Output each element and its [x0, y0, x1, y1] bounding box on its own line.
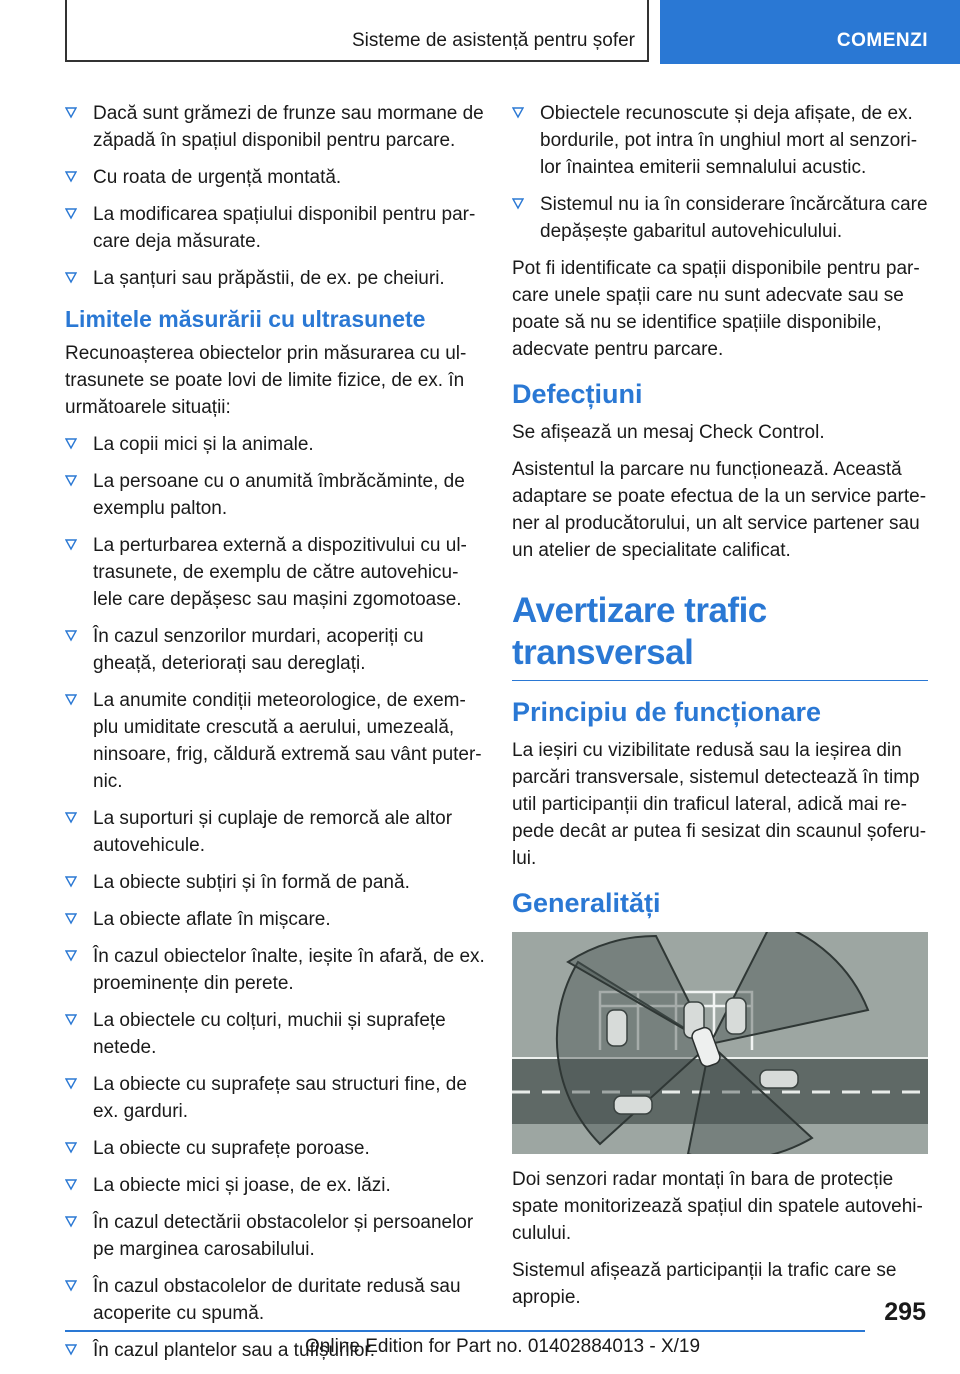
- list-item: [65, 1172, 485, 1199]
- list-item: [65, 1209, 485, 1263]
- bullet-text: La persoane cu o anumită îmbrăcăminte, de exemplu palton.: [93, 471, 465, 519]
- list-item: [512, 191, 928, 245]
- left-column: [65, 100, 485, 1374]
- list-item: [65, 687, 485, 795]
- triangle-bullet-icon: [65, 434, 79, 454]
- triangle-bullet-icon: [65, 167, 79, 187]
- triangle-bullet-icon: [65, 268, 79, 288]
- header-section-title: Sisteme de asistență pentru șofer: [351, 30, 635, 51]
- page-number: 295: [884, 1298, 926, 1326]
- cross-traffic-illustration: [512, 932, 928, 1154]
- bullet-text: La șanțuri sau prăpăstii, de ex. pe cheiuri.: [93, 268, 445, 289]
- triangle-bullet-icon: [512, 194, 526, 214]
- list-item: [65, 164, 485, 191]
- triangle-bullet-icon: [65, 1010, 79, 1030]
- triangle-bullet-icon: [65, 1340, 79, 1360]
- list-item: [65, 431, 485, 458]
- heading-defects: Defecțiuni: [512, 379, 643, 409]
- bullet-text: În cazul plantelor sau a tufișurilor.: [93, 1340, 375, 1361]
- bullet-text: Cu roata de urgență montată.: [93, 167, 342, 188]
- triangle-bullet-icon: [65, 626, 79, 646]
- triangle-bullet-icon: [65, 808, 79, 828]
- footer-divider: [65, 1330, 865, 1332]
- bullet-text: La perturbarea externă a dispozitivului cu ul‐trasunete, de exemplu de către autovehicu‐lele care depășesc sau mașini zgomotoase.: [93, 535, 467, 610]
- triangle-bullet-icon: [65, 690, 79, 710]
- list-item: [512, 100, 928, 181]
- bullet-text: La obiectele cu colțuri, muchii și suprafețe netede.: [93, 1010, 446, 1058]
- list-item: [65, 943, 485, 997]
- bullet-text: În cazul detectării obstacolelor și persoanelor pe marginea carosabilului.: [93, 1212, 474, 1260]
- bullet-text: La obiecte mici și joase, de ex. lăzi.: [93, 1175, 391, 1196]
- bullet-text: La obiecte cu suprafețe poroase.: [93, 1138, 370, 1159]
- list-item: [65, 265, 485, 292]
- heading-ultrasound-limits: Limitele măsurării cu ultrasunete: [65, 306, 426, 332]
- list-item: [65, 906, 485, 933]
- triangle-bullet-icon: [65, 204, 79, 224]
- triangle-bullet-icon: [65, 1212, 79, 1232]
- defects-paragraph-2: Asistentul la parcare nu funcționează. Această adaptare se poate efectua de la un service parte‐ner al producătorului, un alt service partener sau un atelier de specialitate calificat.: [512, 459, 927, 561]
- bullet-text: La modificarea spațiului disponibil pentru par‐care deja măsurate.: [93, 204, 476, 252]
- bullet-text: La obiecte aflate în mișcare.: [93, 909, 331, 930]
- left-top-bullet-list: [65, 100, 485, 292]
- bullet-text: Sistemul nu ia în considerare încărcătura care depășește gabaritul autovehiculului.: [540, 194, 928, 242]
- ultrasound-bullet-list: [65, 431, 485, 1364]
- list-item: [65, 1273, 485, 1327]
- header-section-box: [65, 0, 649, 62]
- list-item: [65, 869, 485, 896]
- general-paragraph-2: Sistemul afișează participanții la trafic care se apropie.: [512, 1260, 897, 1308]
- bullet-text: La copii mici și la animale.: [93, 434, 314, 455]
- bullet-text: În cazul senzorilor murdari, acoperiți cu gheață, deteriorați sau dereglați.: [93, 626, 424, 674]
- general-paragraph-1: Doi senzori radar montați în bara de protecție spate monitorizează spațiul din spatele autovehi‐culului.: [512, 1169, 923, 1244]
- triangle-bullet-icon: [65, 471, 79, 491]
- triangle-bullet-icon: [65, 909, 79, 929]
- right-column: [512, 100, 928, 1321]
- triangle-bullet-icon: [65, 103, 79, 123]
- list-item: [65, 532, 485, 613]
- right-bullet-list: [512, 100, 928, 245]
- list-item: [65, 805, 485, 859]
- triangle-bullet-icon: [65, 946, 79, 966]
- list-item: [65, 623, 485, 677]
- heading-principle: Principiu de funcționare: [512, 697, 822, 727]
- parking-space-paragraph: Pot fi identificate ca spații disponibile pentru par‐care unele spații care nu sunt adecvate sau se poate să nu se identifice spațiile disponibile, adecvate pentru parcare.: [512, 258, 920, 360]
- header-tab-label: COMENZI: [836, 30, 928, 51]
- bullet-text: În cazul obiectelor înalte, ieșite în afară, de ex. proeminențe din perete.: [93, 946, 485, 994]
- triangle-bullet-icon: [65, 872, 79, 892]
- triangle-bullet-icon: [65, 535, 79, 555]
- bullet-text: La obiecte subțiri și în formă de pană.: [93, 872, 410, 893]
- bullet-text: La suporturi și cuplaje de remorcă ale altor autovehicule.: [93, 808, 453, 856]
- chapter-title: Avertizare trafic transversal: [512, 590, 928, 681]
- principle-paragraph: La ieșiri cu vizibilitate redusă sau la ieșirea din parcări transversale, sistemul detectează în timp util participanții din traficul lateral, adică mai re‐pede decât ar putea fi sesizat din scaunul șoferu‐lui.: [512, 740, 927, 869]
- list-item: [65, 468, 485, 522]
- bullet-text: La obiecte cu suprafețe sau structuri fine, de ex. garduri.: [93, 1074, 467, 1122]
- triangle-bullet-icon: [65, 1276, 79, 1296]
- triangle-bullet-icon: [65, 1175, 79, 1195]
- header-tab-comenzi[interactable]: [660, 0, 960, 64]
- bullet-text: În cazul obstacolelor de duritate redusă sau acoperite cu spumă.: [93, 1276, 461, 1324]
- list-item: [65, 201, 485, 255]
- bullet-text: La anumite condiții meteorologice, de exem‐plu umiditate crescută a aerului, umezeală, ninsoare, frig, căldură extremă sau vânt puter‐nic.: [93, 690, 482, 792]
- defects-paragraph-1: Se afișează un mesaj Check Control.: [512, 422, 825, 443]
- list-item: [65, 1071, 485, 1125]
- list-item: [65, 1007, 485, 1061]
- bullet-text: Obiectele recunoscute și deja afișate, de ex. bordurile, pot intra în unghiul mort al senzori‐lor înaintea emiterii semnalului acustic.: [540, 103, 918, 178]
- illustration-svg: [512, 932, 928, 1154]
- bullet-text: Dacă sunt grămezi de frunze sau mormane de zăpadă în spațiul disponibil pentru parcare.: [93, 103, 484, 151]
- triangle-bullet-icon: [65, 1138, 79, 1158]
- list-item: [65, 1135, 485, 1162]
- triangle-bullet-icon: [65, 1074, 79, 1094]
- footer-edition-text: Online Edition for Part no. 01402884013 - X/19: [305, 1336, 701, 1357]
- triangle-bullet-icon: [512, 103, 526, 123]
- footer-edition: [305, 1336, 700, 1358]
- ultrasound-intro: Recunoașterea obiectelor prin măsurarea cu ul‐trasunete se poate lovi de limite fizice, de ex. în următoarele situații:: [65, 343, 467, 418]
- heading-general: Generalități: [512, 888, 661, 918]
- list-item: [65, 100, 485, 154]
